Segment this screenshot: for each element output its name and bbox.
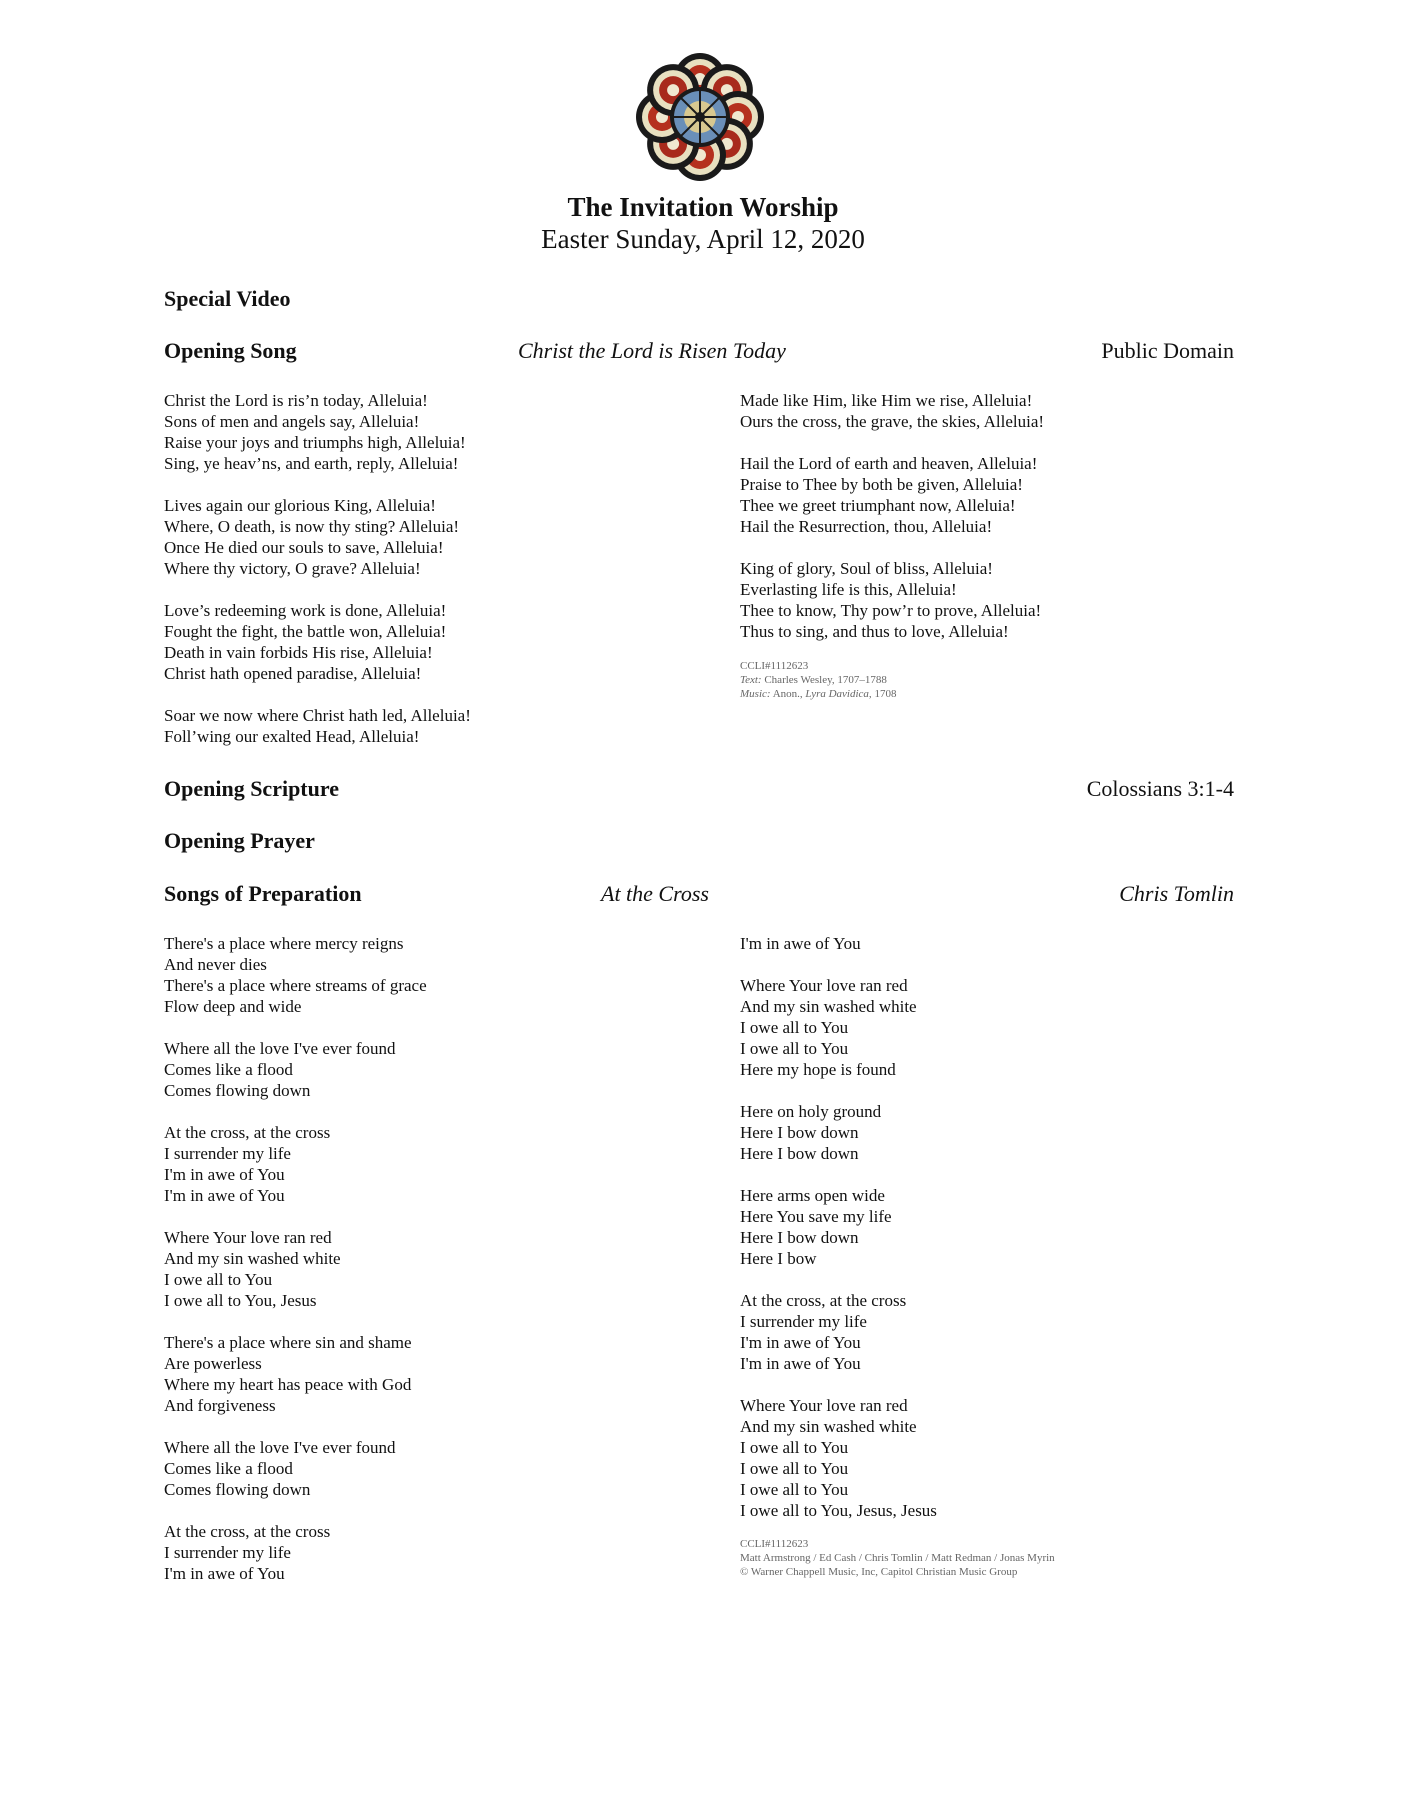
stanza bbox=[164, 1038, 427, 1101]
copyright: © Warner Chappell Music, Inc, Capitol Christian Music Group bbox=[740, 1566, 1018, 1578]
lyric-line: Here I bow down bbox=[740, 1144, 859, 1163]
opening-prayer-heading: Opening Prayer bbox=[164, 828, 315, 853]
lyric-line: Thee to know, Thy pow’r to prove, Alleluia! bbox=[740, 601, 1042, 620]
opening-scripture-heading: Opening Scripture bbox=[164, 776, 340, 801]
ccli-number: CCLI#1112623 bbox=[740, 1538, 809, 1550]
lyric-line: Here I bow bbox=[740, 1249, 817, 1268]
lyric-line: I'm in awe of You bbox=[164, 1564, 285, 1583]
opening-song-lyrics-right bbox=[740, 390, 1044, 663]
music-credit-year: 1708 bbox=[874, 688, 897, 700]
lyric-line: I owe all to You bbox=[740, 1480, 849, 1499]
text-credit-label: Text: bbox=[740, 674, 762, 686]
lyric-line: And my sin washed white bbox=[740, 1417, 917, 1436]
lyric-line: I'm in awe of You bbox=[740, 934, 861, 953]
stanza bbox=[164, 705, 471, 747]
lyric-line: And forgiveness bbox=[164, 1396, 276, 1415]
rose-window-icon bbox=[633, 50, 767, 184]
lyric-line: Are powerless bbox=[164, 1354, 262, 1373]
lyric-line: Once He died our souls to save, Alleluia! bbox=[164, 538, 444, 557]
lyric-line: There's a place where streams of grace bbox=[164, 976, 427, 995]
lyric-line: And my sin washed white bbox=[164, 1249, 341, 1268]
stanza bbox=[740, 933, 937, 954]
lyric-line: Where my heart has peace with God bbox=[164, 1375, 412, 1394]
scripture-reference: Colossians 3:1-4 bbox=[1086, 776, 1234, 801]
lyric-line: At the cross, at the cross bbox=[164, 1522, 331, 1541]
lyric-line: Foll’wing our exalted Head, Alleluia! bbox=[164, 727, 420, 746]
lyric-line: And never dies bbox=[164, 955, 267, 974]
lyric-line: Where, O death, is now thy sting? Alleluia! bbox=[164, 517, 460, 536]
preparation-lyrics-right bbox=[740, 933, 937, 1542]
text-credit-value: Charles Wesley, 1707–1788 bbox=[764, 674, 887, 686]
lyric-line: Everlasting life is this, Alleluia! bbox=[740, 580, 957, 599]
lyric-line: Where Your love ran red bbox=[740, 1396, 908, 1415]
lyric-line: Raise your joys and triumphs high, Alleluia! bbox=[164, 433, 466, 452]
lyric-line: Here I bow down bbox=[740, 1228, 859, 1247]
lyric-line: At the cross, at the cross bbox=[164, 1123, 331, 1142]
lyric-line: There's a place where sin and shame bbox=[164, 1333, 412, 1352]
lyric-line: Here on holy ground bbox=[740, 1102, 882, 1121]
lyric-line: Soar we now where Christ hath led, Alleluia! bbox=[164, 706, 471, 725]
lyric-line: Sing, ye heav’ns, and earth, reply, Alleluia! bbox=[164, 454, 459, 473]
stanza bbox=[164, 1521, 427, 1584]
stanza bbox=[164, 600, 471, 684]
page-title: The Invitation Worship bbox=[567, 192, 839, 222]
lyric-line: King of glory, Soul of bliss, Alleluia! bbox=[740, 559, 993, 578]
lyric-line: Where Your love ran red bbox=[164, 1228, 332, 1247]
lyric-line: I owe all to You bbox=[164, 1270, 273, 1289]
music-credit-label: Music: bbox=[740, 688, 771, 700]
lyric-line: At the cross, at the cross bbox=[740, 1291, 907, 1310]
stanza bbox=[740, 1101, 937, 1164]
stanza bbox=[740, 390, 1044, 432]
stanza bbox=[740, 1185, 937, 1269]
opening-song-rights: Public Domain bbox=[1101, 338, 1234, 363]
lyric-line: I surrender my life bbox=[164, 1144, 291, 1163]
lyric-line: I surrender my life bbox=[740, 1312, 867, 1331]
lyric-line: Fought the fight, the battle won, Alleluia! bbox=[164, 622, 447, 641]
lyric-line: Hail the Lord of earth and heaven, Alleluia! bbox=[740, 454, 1038, 473]
music-credit-value: Anon., bbox=[772, 688, 803, 700]
lyric-line: Comes like a flood bbox=[164, 1459, 293, 1478]
lyric-line: Ours the cross, the grave, the skies, Alleluia! bbox=[740, 412, 1045, 431]
lyric-line: Where all the love I've ever found bbox=[164, 1438, 396, 1457]
lyric-line: Comes flowing down bbox=[164, 1480, 311, 1499]
stanza bbox=[164, 1122, 427, 1206]
lyric-line: Here my hope is found bbox=[740, 1060, 896, 1079]
stanza bbox=[164, 933, 427, 1017]
lyric-line: I'm in awe of You bbox=[740, 1333, 861, 1352]
lyric-line: There's a place where mercy reigns bbox=[164, 934, 404, 953]
lyric-line: I owe all to You bbox=[740, 1438, 849, 1457]
lyric-line: I owe all to You, Jesus bbox=[164, 1291, 317, 1310]
stanza bbox=[164, 1332, 427, 1416]
lyric-line: Here arms open wide bbox=[740, 1186, 885, 1205]
text-credit bbox=[740, 673, 896, 687]
music-credit bbox=[740, 687, 896, 701]
lyric-line: Hail the Resurrection, thou, Alleluia! bbox=[740, 517, 993, 536]
lyric-line: I'm in awe of You bbox=[740, 1354, 861, 1373]
songs-of-preparation-heading: Songs of Preparation bbox=[164, 881, 362, 906]
preparation-song-title: At the Cross bbox=[601, 881, 709, 906]
music-credit-source: Lyra Davidica, bbox=[805, 688, 872, 700]
lyric-line: I'm in awe of You bbox=[164, 1186, 285, 1205]
lyric-line: Where thy victory, O grave? Alleluia! bbox=[164, 559, 421, 578]
stanza bbox=[740, 558, 1044, 642]
lyric-line: Made like Him, like Him we rise, Alleluia! bbox=[740, 391, 1033, 410]
lyric-line: I owe all to You bbox=[740, 1459, 849, 1478]
lyric-line: Christ hath opened paradise, Alleluia! bbox=[164, 664, 422, 683]
stanza bbox=[164, 1227, 427, 1311]
opening-song-title: Christ the Lord is Risen Today bbox=[518, 338, 786, 363]
lyric-line: I surrender my life bbox=[164, 1543, 291, 1562]
lyric-line: Comes flowing down bbox=[164, 1081, 311, 1100]
preparation-lyrics-left bbox=[164, 933, 427, 1605]
special-video-heading: Special Video bbox=[164, 286, 291, 311]
lyric-line: I owe all to You bbox=[740, 1018, 849, 1037]
stanza bbox=[740, 453, 1044, 537]
lyric-line: Thus to sing, and thus to love, Alleluia! bbox=[740, 622, 1009, 641]
lyric-line: And my sin washed white bbox=[740, 997, 917, 1016]
lyric-line: Christ the Lord is ris’n today, Alleluia! bbox=[164, 391, 428, 410]
lyric-line: Thee we greet triumphant now, Alleluia! bbox=[740, 496, 1016, 515]
lyric-line: Lives again our glorious King, Alleluia! bbox=[164, 496, 436, 515]
lyric-line: Flow deep and wide bbox=[164, 997, 302, 1016]
preparation-song-credits bbox=[740, 1537, 1055, 1579]
stanza bbox=[740, 975, 937, 1080]
preparation-song-artist: Chris Tomlin bbox=[1119, 881, 1234, 906]
stanza bbox=[164, 495, 471, 579]
lyric-line: I owe all to You bbox=[740, 1039, 849, 1058]
opening-song-credits bbox=[740, 659, 896, 701]
stanza bbox=[740, 1395, 937, 1521]
stanza bbox=[740, 1290, 937, 1374]
lyric-line: Love’s redeeming work is done, Alleluia! bbox=[164, 601, 447, 620]
songwriters: Matt Armstrong / Ed Cash / Chris Tomlin / Matt Redman / Jonas Myrin bbox=[740, 1552, 1055, 1564]
lyric-line: Sons of men and angels say, Alleluia! bbox=[164, 412, 420, 431]
lyric-line: Where all the love I've ever found bbox=[164, 1039, 396, 1058]
service-date: Easter Sunday, April 12, 2020 bbox=[541, 224, 865, 254]
opening-song-heading: Opening Song bbox=[164, 338, 297, 363]
lyric-line: Comes like a flood bbox=[164, 1060, 293, 1079]
lyric-line: Praise to Thee by both be given, Alleluia! bbox=[740, 475, 1023, 494]
stanza bbox=[164, 390, 471, 474]
lyric-line: Death in vain forbids His rise, Alleluia! bbox=[164, 643, 433, 662]
stanza bbox=[164, 1437, 427, 1500]
opening-song-lyrics-left bbox=[164, 390, 471, 768]
ccli-number: CCLI#1112623 bbox=[740, 660, 809, 672]
lyric-line: I'm in awe of You bbox=[164, 1165, 285, 1184]
lyric-line: Where Your love ran red bbox=[740, 976, 908, 995]
lyric-line: Here I bow down bbox=[740, 1123, 859, 1142]
lyric-line: I owe all to You, Jesus, Jesus bbox=[740, 1501, 937, 1520]
lyric-line: Here You save my life bbox=[740, 1207, 892, 1226]
